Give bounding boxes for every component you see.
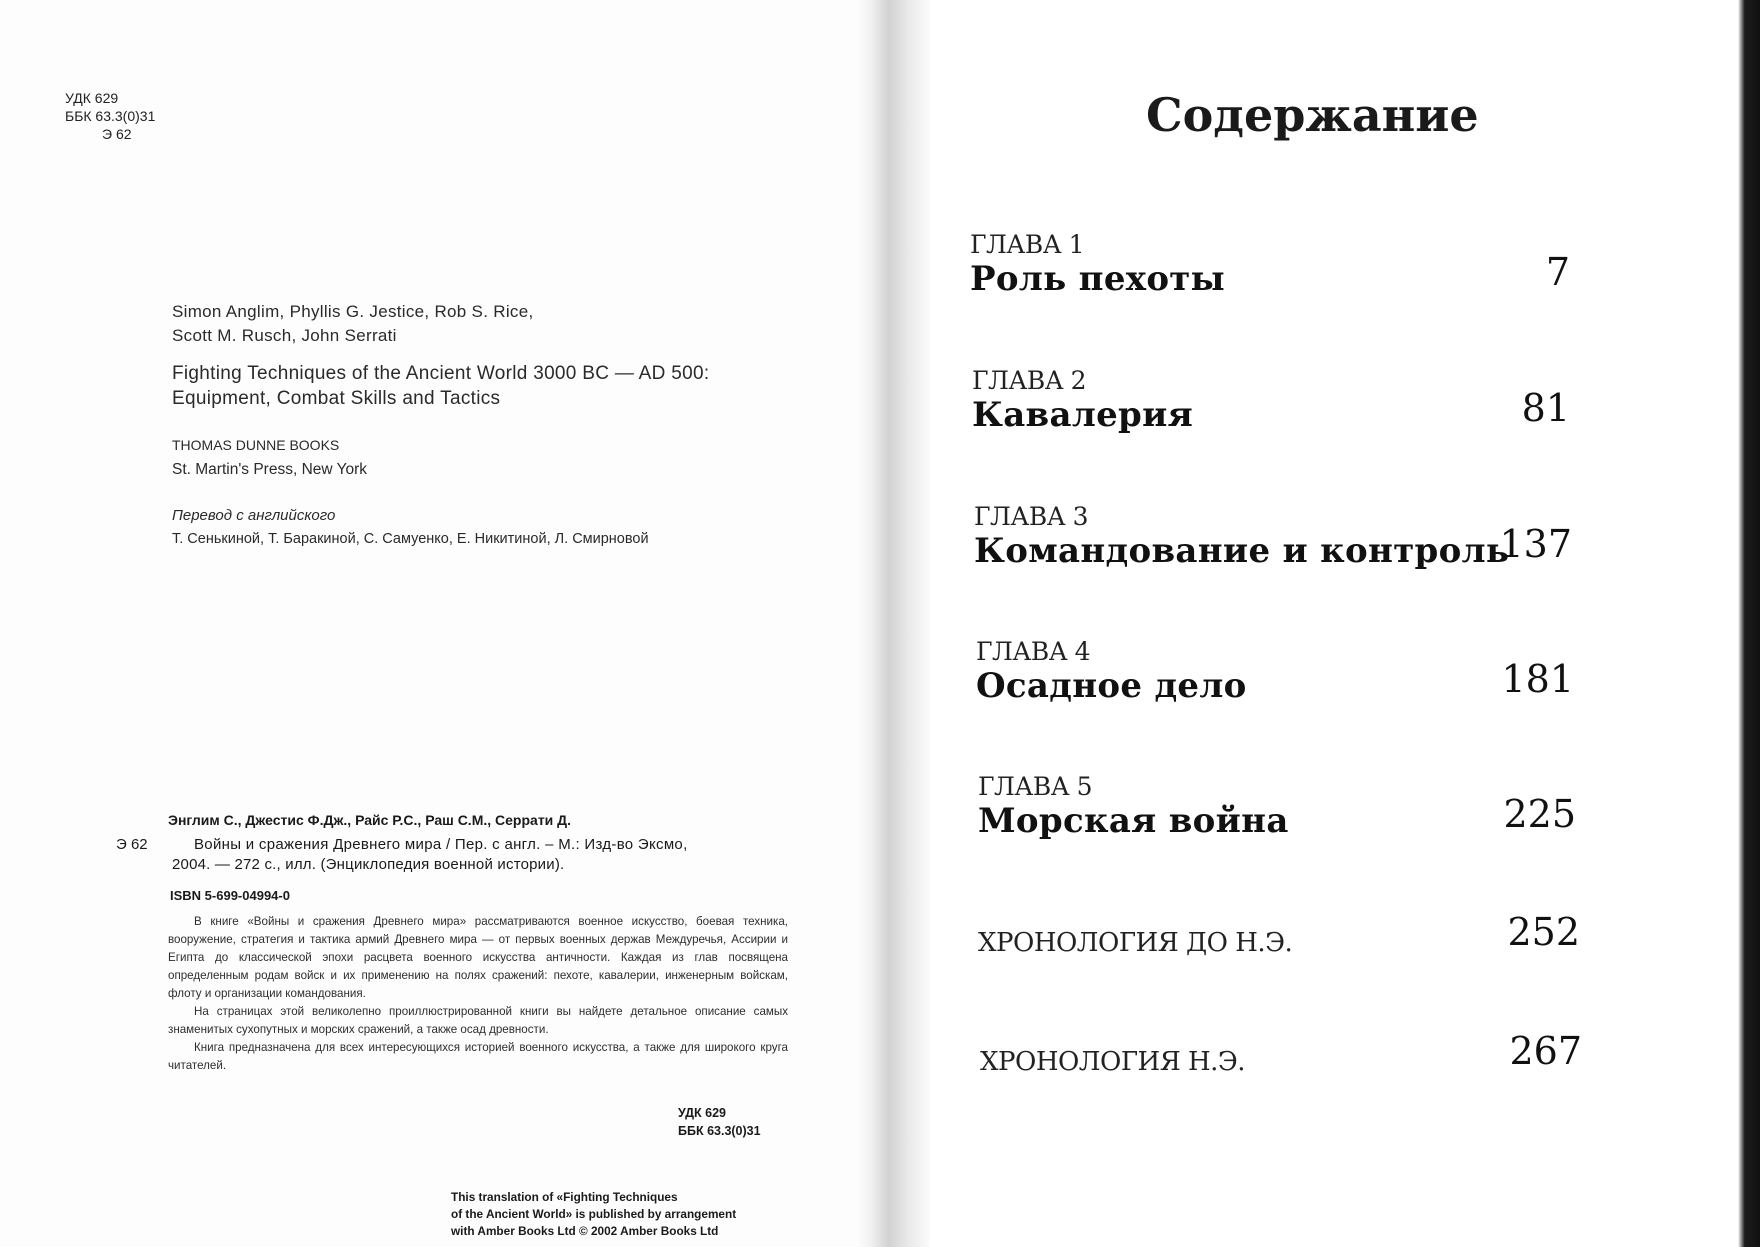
copyright-line-3: with Amber Books Ltd © 2002 Amber Books Ltd	[451, 1224, 719, 1238]
catalog-authors: Энглим С., Джестис Ф.Дж., Райс Р.С., Раш С.М., Серрати Д.	[168, 812, 572, 828]
chronology-page: 252	[1507, 910, 1580, 954]
chapter-title: Морская война	[978, 801, 1289, 841]
chapter-page: 181	[1501, 657, 1574, 701]
chronology-title: ХРОНОЛОГИЯ Н.Э.	[980, 1047, 1246, 1077]
catalog-code: Э 62	[116, 836, 148, 853]
chapter-label: ГЛАВА 4	[976, 637, 1091, 666]
chapter-title: Кавалерия	[972, 395, 1194, 435]
publisher: THOMAS DUNNE BOOKS	[172, 437, 340, 453]
original-title-line-2: Equipment, Combat Skills and Tactics	[172, 388, 501, 409]
toc-heading: Содержание	[1146, 88, 1479, 142]
chapter-label: ГЛАВА 2	[972, 366, 1087, 395]
chapter-page: 81	[1521, 386, 1570, 430]
page-edge-shadow	[1738, 0, 1760, 1247]
chapter-label: ГЛАВА 3	[974, 502, 1089, 531]
chapter-page: 7	[1545, 250, 1570, 294]
chapter-page: 137	[1499, 522, 1572, 566]
chapter-label: ГЛАВА 1	[970, 230, 1085, 259]
left-page	[0, 0, 855, 1247]
udk-bottom: УДК 629	[678, 1106, 727, 1120]
description-paragraph-1: В книге «Войны и сражения Древнего мира» рассматриваются военное искусство, боевая техника, вооружение, стратегия и тактика армий Древнего мира — от первых военных держав Междуречья, Ассирии и Египта до классической эпохи расцвета военного искусства античности. Каждая из глав посвящена определенным родам войск и их применению на полях сражений: пехоте, кавалерии, инженерным войскам, флоту и организации командования.	[168, 915, 788, 1000]
chronology-title: ХРОНОЛОГИЯ ДО Н.Э.	[978, 928, 1293, 958]
chronology-page: 267	[1509, 1029, 1582, 1073]
book-gutter	[855, 0, 930, 1247]
copyright-line-2: of the Ancient World» is published by arrangement	[451, 1207, 737, 1221]
chapter-title: Осадное дело	[976, 666, 1247, 706]
chapter-page: 225	[1503, 792, 1576, 836]
catalog-entry-line-1: Войны и сражения Древнего мира / Пер. с англ. – М.: Изд-во Эксмо,	[194, 836, 688, 853]
bbk-bottom: ББК 63.3(0)31	[678, 1124, 761, 1138]
right-page	[930, 0, 1760, 1247]
udk-code: УДК 629	[65, 90, 119, 106]
author-sign: Э 62	[102, 126, 132, 142]
chapter-title: Роль пехоты	[970, 259, 1226, 299]
chapter-label: ГЛАВА 5	[978, 772, 1093, 801]
publisher-city: St. Martin's Press, New York	[172, 461, 368, 478]
authors-line-2: Scott M. Rusch, John Serrati	[172, 326, 397, 345]
translators: Т. Сенькиной, Т. Баракиной, С. Самуенко, Е. Никитиной, Л. Смирновой	[172, 531, 649, 547]
catalog-entry-line-2: 2004. — 272 с., илл. (Энциклопедия военной истории).	[172, 856, 565, 873]
authors-line-1: Simon Anglim, Phyllis G. Jestice, Rob S. Rice,	[172, 302, 534, 321]
isbn: ISBN 5-699-04994-0	[170, 888, 290, 903]
copyright-line-1: This translation of «Fighting Techniques	[451, 1190, 678, 1204]
description	[168, 913, 788, 1075]
chapter-title: Командование и контроль	[974, 531, 1510, 571]
bbk-code: ББК 63.3(0)31	[65, 108, 156, 124]
description-paragraph-2: На страницах этой великолепно проиллюстрированной книги вы найдете детальное описание самых знаменитых сухопутных и морских сражений, а также осад древности.	[168, 1005, 788, 1036]
original-title-line-1: Fighting Techniques of the Ancient World 3000 BC — AD 500:	[172, 363, 710, 384]
translation-label: Перевод с английского	[172, 507, 336, 524]
description-paragraph-3: Книга предназначена для всех интересующихся историей военного искусства, а также для широкого круга читателей.	[168, 1041, 788, 1072]
